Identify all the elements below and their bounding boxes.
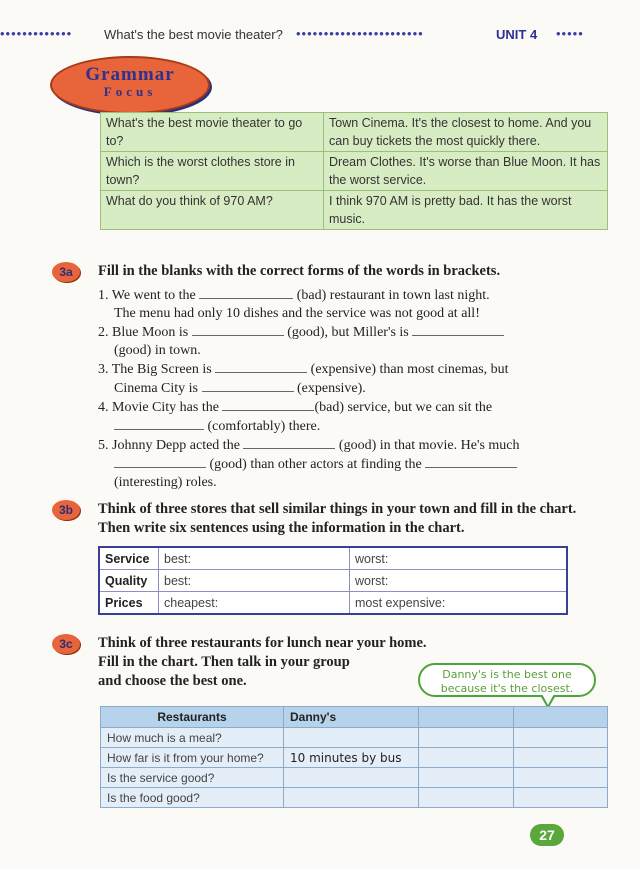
header-dots-right: ••••• [556, 26, 584, 41]
question-cell: What's the best movie theater to go to? [101, 113, 324, 152]
item-text: 1. We went to the [98, 288, 196, 303]
item-text: (comfortably) there. [207, 419, 321, 434]
item-text: 4. Movie City has the [98, 400, 219, 415]
item-text: (bad) service, but we can sit the [314, 400, 493, 415]
best-cell[interactable]: best: [159, 547, 350, 570]
stores-chart [98, 546, 568, 615]
item-text: (expensive). [297, 381, 366, 396]
item-text: 3. The Big Screen is [98, 362, 212, 377]
row-label: Prices [99, 592, 159, 615]
page-header [0, 24, 640, 44]
cheapest-cell[interactable]: cheapest: [159, 592, 350, 615]
table-row [101, 768, 608, 788]
column-header[interactable] [419, 707, 514, 728]
exercise-line [98, 398, 578, 417]
exercise-line [98, 305, 578, 323]
question-cell: Is the food good? [101, 788, 284, 808]
table-row [99, 592, 567, 615]
table-cell[interactable] [284, 728, 419, 748]
table-cell[interactable] [284, 768, 419, 788]
exercise-line [98, 342, 578, 360]
table-cell[interactable] [419, 748, 514, 768]
item-text: (good), but Miller's is [287, 325, 409, 340]
answer-cell: Dream Clothes. It's worse than Blue Moon. It has the worst service. [324, 152, 608, 191]
header-dots-left: ••••••••••••• [0, 26, 73, 41]
table-cell[interactable] [513, 748, 608, 768]
exercise-line [98, 417, 578, 436]
exercise-line [98, 323, 578, 342]
exercise-line [98, 379, 578, 398]
restaurants-chart [100, 706, 608, 808]
exercise-line [98, 436, 578, 455]
most-expensive-cell[interactable]: most expensive: [350, 592, 568, 615]
best-cell[interactable]: best: [159, 570, 350, 592]
item-text: Cinema City is [114, 381, 198, 396]
item-text: The menu had only 10 dishes and the service was not good at all! [114, 306, 480, 321]
table-header-row [101, 707, 608, 728]
instruction-line: Fill in the chart. Then talk in your group [98, 654, 350, 670]
answer-blank[interactable] [412, 323, 504, 336]
header-dots-mid: ••••••••••••••••••••••• [296, 26, 424, 41]
row-label: Quality [99, 570, 159, 592]
exercise-line [98, 455, 578, 474]
question-cell: How far is it from your home? [101, 748, 284, 768]
bubble-text-line: because it's the closest. [440, 682, 574, 695]
table-cell[interactable] [513, 788, 608, 808]
item-text: (bad) restaurant in town last night. [296, 288, 490, 303]
answer-blank[interactable] [215, 360, 307, 373]
answer-blank[interactable] [222, 398, 314, 411]
speech-bubble [418, 663, 596, 697]
table-cell[interactable] [284, 788, 419, 808]
section-3b-marker: 3b [52, 500, 80, 520]
badge-subtitle: Focus [103, 84, 157, 99]
item-text: (interesting) roles. [114, 475, 217, 490]
question-cell: What do you think of 970 AM? [101, 191, 324, 230]
worst-cell[interactable]: worst: [350, 547, 568, 570]
exercise-line [98, 360, 578, 379]
item-text: (expensive) than most cinemas, but [310, 362, 509, 377]
table-cell[interactable]: 10 minutes by bus [284, 748, 419, 768]
answer-blank[interactable] [425, 455, 517, 468]
answer-blank[interactable] [114, 417, 204, 430]
exercise-line [98, 474, 578, 492]
question-cell: Which is the worst clothes store in town? [101, 152, 324, 191]
page-number: 27 [530, 824, 564, 846]
answer-blank[interactable] [199, 286, 293, 299]
column-header[interactable] [513, 707, 608, 728]
question-cell: Is the service good? [101, 768, 284, 788]
section-3a-marker: 3a [52, 262, 80, 282]
row-label: Service [99, 547, 159, 570]
table-row [101, 191, 608, 230]
answer-blank[interactable] [114, 455, 206, 468]
bubble-text-line: Danny's is the best one [442, 668, 572, 681]
unit-label: UNIT 4 [496, 27, 538, 42]
instruction-line: and choose the best one. [98, 673, 247, 689]
table-row [101, 788, 608, 808]
table-cell[interactable] [419, 788, 514, 808]
answer-cell: I think 970 AM is pretty bad. It has the worst music. [324, 191, 608, 230]
section-3c-instruction [98, 634, 427, 691]
column-header: Danny's [284, 707, 419, 728]
worst-cell[interactable]: worst: [350, 570, 568, 592]
column-header: Restaurants [101, 707, 284, 728]
badge-title: Grammar [85, 64, 175, 85]
item-text: (good) in town. [114, 343, 201, 358]
question-cell: How much is a meal? [101, 728, 284, 748]
table-cell[interactable] [419, 728, 514, 748]
instruction-line: Think of three restaurants for lunch near your home. [98, 635, 427, 651]
answer-blank[interactable] [243, 436, 335, 449]
section-3b-instruction: Think of three stores that sell similar things in your town and fill in the chart. Then write six sentences using the information in the chart. [98, 501, 577, 536]
header-title: What's the best movie theater? [104, 27, 283, 42]
grammar-focus-badge [50, 56, 210, 114]
exercise-3a [98, 286, 578, 492]
table-cell[interactable] [513, 768, 608, 788]
table-row [101, 728, 608, 748]
item-text: (good) than other actors at finding the [209, 457, 422, 472]
table-row [101, 113, 608, 152]
table-row [101, 748, 608, 768]
answer-blank[interactable] [192, 323, 284, 336]
speech-bubble-tail-inner [542, 694, 554, 705]
table-row [99, 570, 567, 592]
item-text: (good) in that movie. He's much [338, 438, 520, 453]
table-cell[interactable] [513, 728, 608, 748]
table-cell[interactable] [419, 768, 514, 788]
answer-cell: Town Cinema. It's the closest to home. And you can buy tickets the most quickly there. [324, 113, 608, 152]
table-row [99, 547, 567, 570]
table-row [101, 152, 608, 191]
answer-blank[interactable] [202, 379, 294, 392]
exercise-line [98, 286, 578, 305]
section-3c-marker: 3c [52, 634, 80, 654]
item-text: 5. Johnny Depp acted the [98, 438, 240, 453]
item-text: 2. Blue Moon is [98, 325, 189, 340]
grammar-focus-table [100, 112, 608, 230]
section-3a-instruction: Fill in the blanks with the correct forms of the words in brackets. [98, 263, 501, 279]
